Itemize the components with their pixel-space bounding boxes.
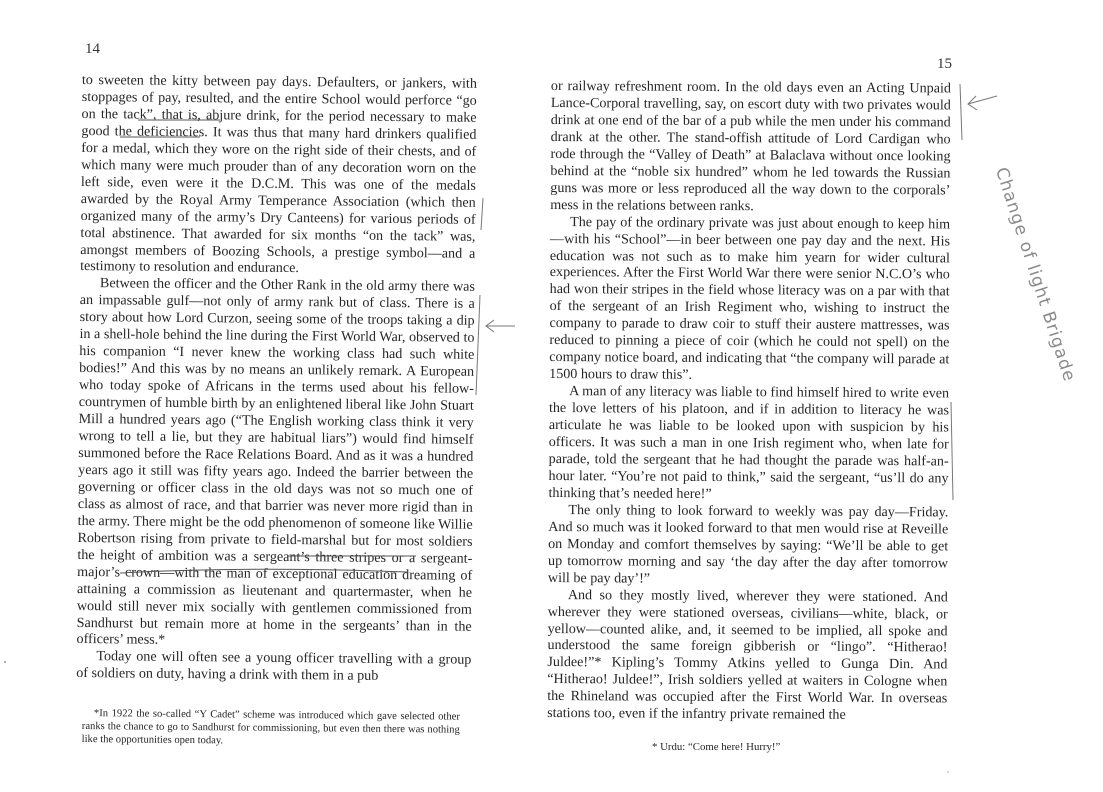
page-number-left: 14 [85, 41, 100, 57]
paragraph: The only thing to look forward to weekly was pay day—Friday. And so much was it looked forward to that men would rise at Reveille on Monday and comfort themselves by saying: “We’ll be able to get up tomorrow morning and say ‘the day after the day after tomorrow will be pay day’!” [547, 501, 949, 587]
paragraph: to sweeten the kitty between pay days. Defaulters, or jankers, with stoppages of pay, resulted, and the entire School would perforce “go on the tack”, that is, abjure drink, for the period necessary to make good the deficiencies. It was thus that many hard drinkers qualified for a medal, which they wore on the right side of their chests, and of which many were much prouder than of any decoration worn on the left side, even were it the D.C.M. This was one of the medals awarded by the Royal Army Temperance Association (which then organized many of the army’s Dry Canteens) for various periods of total abstinence. That awarded for six months “on the tack” was, amongst members of Boozing Schools, a prestige symbol—and a testimony to resolution and endurance. [80, 72, 477, 277]
page-number-right: 15 [937, 56, 952, 72]
paragraph: The pay of the ordinary private was just about enough to keep him—with his “School”—in beer between one pay day and the next. His education was not such as to make him yearn for wider cultural experiences. After the First World War there were senior N.C.O’s who had won their stripes in the field whose literacy was on a par with that of the sergeant of an Irish Regiment who, wishing to instruct the company to parade to draw coir to stuff their austere mattresses, was reduced to pinning a piece of coir (which he could not spell) on the company notice board, and indicating that “the company will parade at 1500 hours to draw this”. [549, 213, 951, 384]
footnote-left [82, 707, 460, 750]
handwritten-margin-note: Change of light Brigade [990, 165, 1080, 385]
paragraph: Between the officer and the Other Rank in the old army there was an impassable gulf—not only of army rank but of class. There is a story about how Lord Curzon, seeing some of the troops taking a dip in a shell-hole behind the line during the First World War, observed to his companion “I never knew the working class had such white bodies!” And this was by no means an unlikely remark. A European who today spoke of Africans in the terms used about his fellow-countrymen of humble birth by an enlightened liberal like John Stuart Mill a hundred years ago (“The English working class think it very wrong to tell a lie, but they are habitual liars”) would find himself summoned before the Race Relations Board. And as it was a hundred years ago it still was fifty years ago. Indeed the barrier between the governing or officer class in the old days was not so much one of class as almost of race, and that barrier was never more rigid than in the army. There might be the odd phenomenon of someone like Willie Robertson rising from private to field-marshal but for most soldiers the height of ambition was a sergeant’s three stripes or a sergeant-major’s crown—with the man of exceptional education dreaming of attaining a commission as lieutenant and quartermaster, when he would still never mix socially with gentlemen commissioned from Sandhurst but remain more at home in the sergeants’ than in the officers’ mess.* [76, 275, 476, 649]
footnote-right: * Urdu: “Come here! Hurry!” [652, 741, 781, 753]
footnote-text: *In 1922 the so-called “Y Cadet” scheme was introduced which gave selected other ranks the chance to go to Sandhurst for commissioning, but even then there was nothing like the opportunities open today. [81, 708, 460, 747]
paragraph: or railway refreshment room. In the old days even an Acting Unpaid Lance-Corporal travelling, say, on escort duty with two privates would drink at one end of the bar of a pub while the men under his command drank at the other. The stand-offish attitude of Lord Cardigan who rode through the “Valley of Death” at Balaclava without once looking behind at the “noble six hundred” whom he led towards the Russian guns was more or less reproduced all the way down to the corporals’ mess in the relations between ranks. [550, 78, 951, 214]
paragraph: A man of any literacy was liable to find himself hired to write even the love letters of his platoon, and if in addition to literacy he was articulate he was liable to be looked upon with suspicion by his officers. It was such a man in one Irish regiment who, when late for parade, told the sergeant that he had thought the parade was half-an-hour later. “You’re not paid to think,” said the sergeant, “us’ll do any thinking that’s needed here!” [548, 383, 950, 502]
right-body-text [547, 78, 951, 725]
paragraph: And so they mostly lived, wherever they were stationed. And wherever they were stationed overseas, civilians—white, black, or yellow—counted alike, and, it seemed to be implied, all spoke and understood the same foreign gibberish or “lingo”. “Hitherao! Juldee!”* Kipling’s Tommy Atkins yelled to Gunga Din. And “Hitherao! Juldee!”, Irish soldiers yelled at waiters in Cologne when the Rhineland was occupied after the First World War. In overseas stations too, even if the infantry private remained the [547, 586, 948, 724]
left-body-text [76, 72, 477, 686]
paragraph: Today one will often see a young officer travelling with a group of soldiers on duty, having a drink with them in a pub [76, 648, 472, 685]
